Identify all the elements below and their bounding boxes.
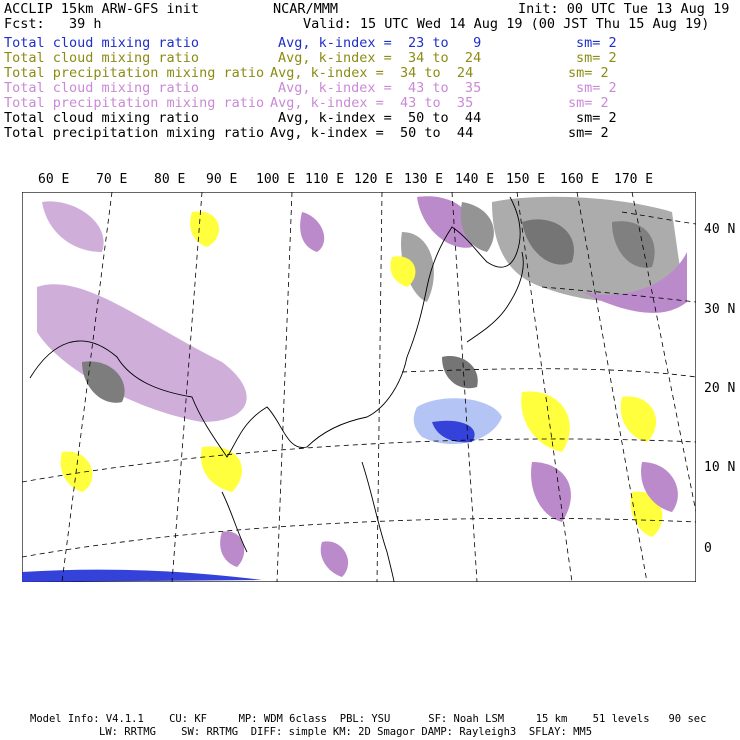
valid-time: Valid: 15 UTC Wed 14 Aug 19 (00 JST Thu 15 Aug 19) [303, 16, 710, 32]
forecast-map [22, 192, 696, 582]
lon-label: 60 E [38, 172, 70, 187]
lon-label: 90 E [206, 172, 238, 187]
field-sm: sm= 2 [576, 110, 617, 126]
lat-label: 0 [704, 541, 712, 556]
field-avg: Avg, k-index = 43 to 35 [278, 80, 482, 96]
lon-label: 150 E [506, 172, 546, 187]
field-name: Total cloud mixing ratio [4, 110, 200, 126]
field-name: Total cloud mixing ratio [4, 50, 200, 66]
field-sm: sm= 2 [568, 125, 609, 141]
lon-label: 160 E [560, 172, 600, 187]
lon-label: 80 E [154, 172, 186, 187]
lat-label: 10 N [704, 460, 736, 475]
lon-label: 130 E [404, 172, 444, 187]
field-name: Total precipitation mixing ratio [4, 125, 265, 141]
lat-label: 20 N [704, 381, 736, 396]
lon-label: 100 E [256, 172, 296, 187]
field-sm: sm= 2 [568, 65, 609, 81]
model-info-line1: Model Info: V4.1.1 CU: KF MP: WDM 6class PBL: YSU SF: Noah LSM 15 km 51 levels 90 sec [30, 713, 707, 725]
model-info-line2: LW: RRTMG SW: RRTMG DIFF: simple KM: 2D Smagor DAMP: Rayleigh3 SFLAY: MM5 [99, 726, 593, 738]
field-sm: sm= 2 [576, 80, 617, 96]
field-avg: Avg, k-index = 34 to 24 [270, 65, 474, 81]
field-avg: Avg, k-index = 43 to 35 [270, 95, 474, 111]
field-avg: Avg, k-index = 50 to 44 [270, 125, 474, 141]
field-sm: sm= 2 [576, 50, 617, 66]
lon-label: 140 E [455, 172, 495, 187]
field-name: Total cloud mixing ratio [4, 35, 200, 51]
field-avg: Avg, k-index = 23 to 9 [278, 35, 482, 51]
field-name: Total precipitation mixing ratio [4, 65, 265, 81]
model-title: ACCLIP 15km ARW-GFS init [4, 1, 200, 17]
field-sm: sm= 2 [576, 35, 617, 51]
field-avg: Avg, k-index = 50 to 44 [278, 110, 482, 126]
field-avg: Avg, k-index = 34 to 24 [278, 50, 482, 66]
lon-label: 110 E [305, 172, 345, 187]
lon-label: 170 E [614, 172, 654, 187]
lon-label: 120 E [354, 172, 394, 187]
field-name: Total precipitation mixing ratio [4, 95, 265, 111]
lat-label: 30 N [704, 302, 736, 317]
field-name: Total cloud mixing ratio [4, 80, 200, 96]
field-sm: sm= 2 [568, 95, 609, 111]
forecast-hour: Fcst: 39 h [4, 16, 102, 32]
lat-label: 40 N [704, 222, 736, 237]
init-time: Init: 00 UTC Tue 13 Aug 19 [518, 1, 730, 17]
institution-label: NCAR/MMM [273, 1, 339, 17]
lon-label: 70 E [96, 172, 128, 187]
